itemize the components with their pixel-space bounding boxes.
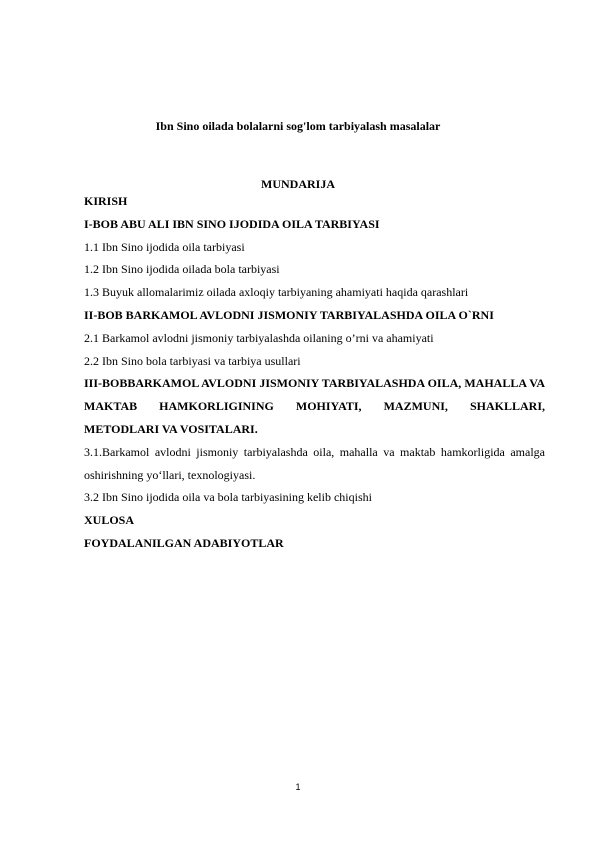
toc-entry-xulosa: XULOSA xyxy=(84,513,135,528)
toc-entry-kirish: KIRISH xyxy=(84,194,128,208)
toc-entry-section-3-2: 3.2 Ibn Sino ijodida oila va bola tarbiyasining kelib chiqishi xyxy=(84,490,372,505)
toc-entry-section-1-3: 1.3 Buyuk allomalarimiz oilada axloqiy tarbiyaning ahamiyati haqida qarashlari xyxy=(84,285,469,300)
table-of-contents xyxy=(84,190,545,555)
toc-entry-section-2-2: 2.2 Ibn Sino bola tarbiyasi va tarbiya usullari xyxy=(84,353,301,368)
toc-entry-section-1-2: 1.2 Ibn Sino ijodida oilada bola tarbiyasi xyxy=(84,262,280,277)
document-title: Ibn Sino oilada bolalarni sog'lom tarbiyalash masalalar xyxy=(155,119,441,133)
toc-entry-section-2-1: 2.1 Barkamol avlodni jismoniy tarbiyalashda oilaning o’rni va ahamiyati xyxy=(84,330,434,345)
toc-entry-section-1-1: 1.1 Ibn Sino ijodida oila tarbiyasi xyxy=(84,239,245,254)
toc-entry-section-3-1: 3.1.Barkamol avlodni jismoniy tarbiyalashda oila, mahalla va maktab hamkorligida amalga oshirishning yo‘llari, texnologiyasi. xyxy=(84,444,545,482)
toc-entry-chapter-2: II-BOB BARKAMOL AVLODNI JISMONIY TARBIYALASHDA OILA O`RNI xyxy=(84,307,494,322)
page-number: 1 xyxy=(295,782,301,792)
toc-entry-chapter-1: I-BOB ABU ALI IBN SINO IJODIDA OILA TARBIYASI xyxy=(84,216,380,231)
toc-entry-chapter-3: III-BOBBARKAMOL AVLODNI JISMONIY TARBIYALASHDA OILA, MAHALLA VA MAKTAB HAMKORLIGINING MOHIYATI, MAZMUNI, SHAKLLARI, METODLARI VA VOSITALARI. xyxy=(84,376,545,436)
toc-entry-references: FOYDALANILGAN ADABIYOTLAR xyxy=(84,535,284,550)
toc-heading: MUNDARIJA xyxy=(261,177,335,191)
